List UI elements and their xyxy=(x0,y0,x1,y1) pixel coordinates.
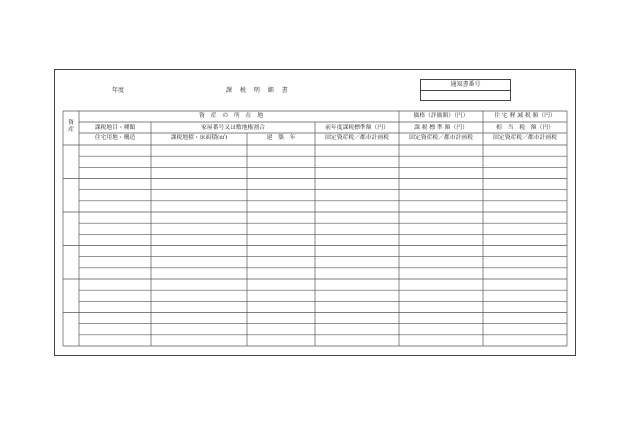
location-header: 資 産 の 所 在 地 xyxy=(199,113,265,119)
document-title: 課 税 明 細 書 xyxy=(226,87,291,94)
house-number-header: 家屋番号又は敷地権割合 xyxy=(201,125,265,131)
equivalent-tax-header: 相 当 税 額（円） xyxy=(496,125,554,131)
area-header: 課税地積・床面積(㎡) xyxy=(170,135,228,141)
year-label: 年度 xyxy=(112,87,125,94)
residential-header: 住宅用地・構造 xyxy=(94,135,136,141)
notice-number-label: 通知書番号 xyxy=(421,80,510,91)
fixed-city-tax-header-2: 固定資産税／都市計画税 xyxy=(409,135,473,141)
prev-standard-header: 前年度課税標準額（円） xyxy=(325,125,389,131)
taxable-standard-header: 課 税 標 準 額（円） xyxy=(414,125,468,131)
built-year-header: 建 築 年 xyxy=(266,135,296,141)
price-header: 価格（評価額）（円） xyxy=(413,113,469,119)
tax-area-header: 課税地目・種類 xyxy=(94,125,136,131)
fixed-city-tax-header-1: 固定資産税／都市計画税 xyxy=(325,135,389,141)
fixed-city-tax-header-3: 固定資産税／都市計画税 xyxy=(493,135,557,141)
asset-side-label: 資産 xyxy=(68,120,74,133)
reduced-tax-header: 住 宅 軽 減 税 額（円） xyxy=(494,113,556,119)
